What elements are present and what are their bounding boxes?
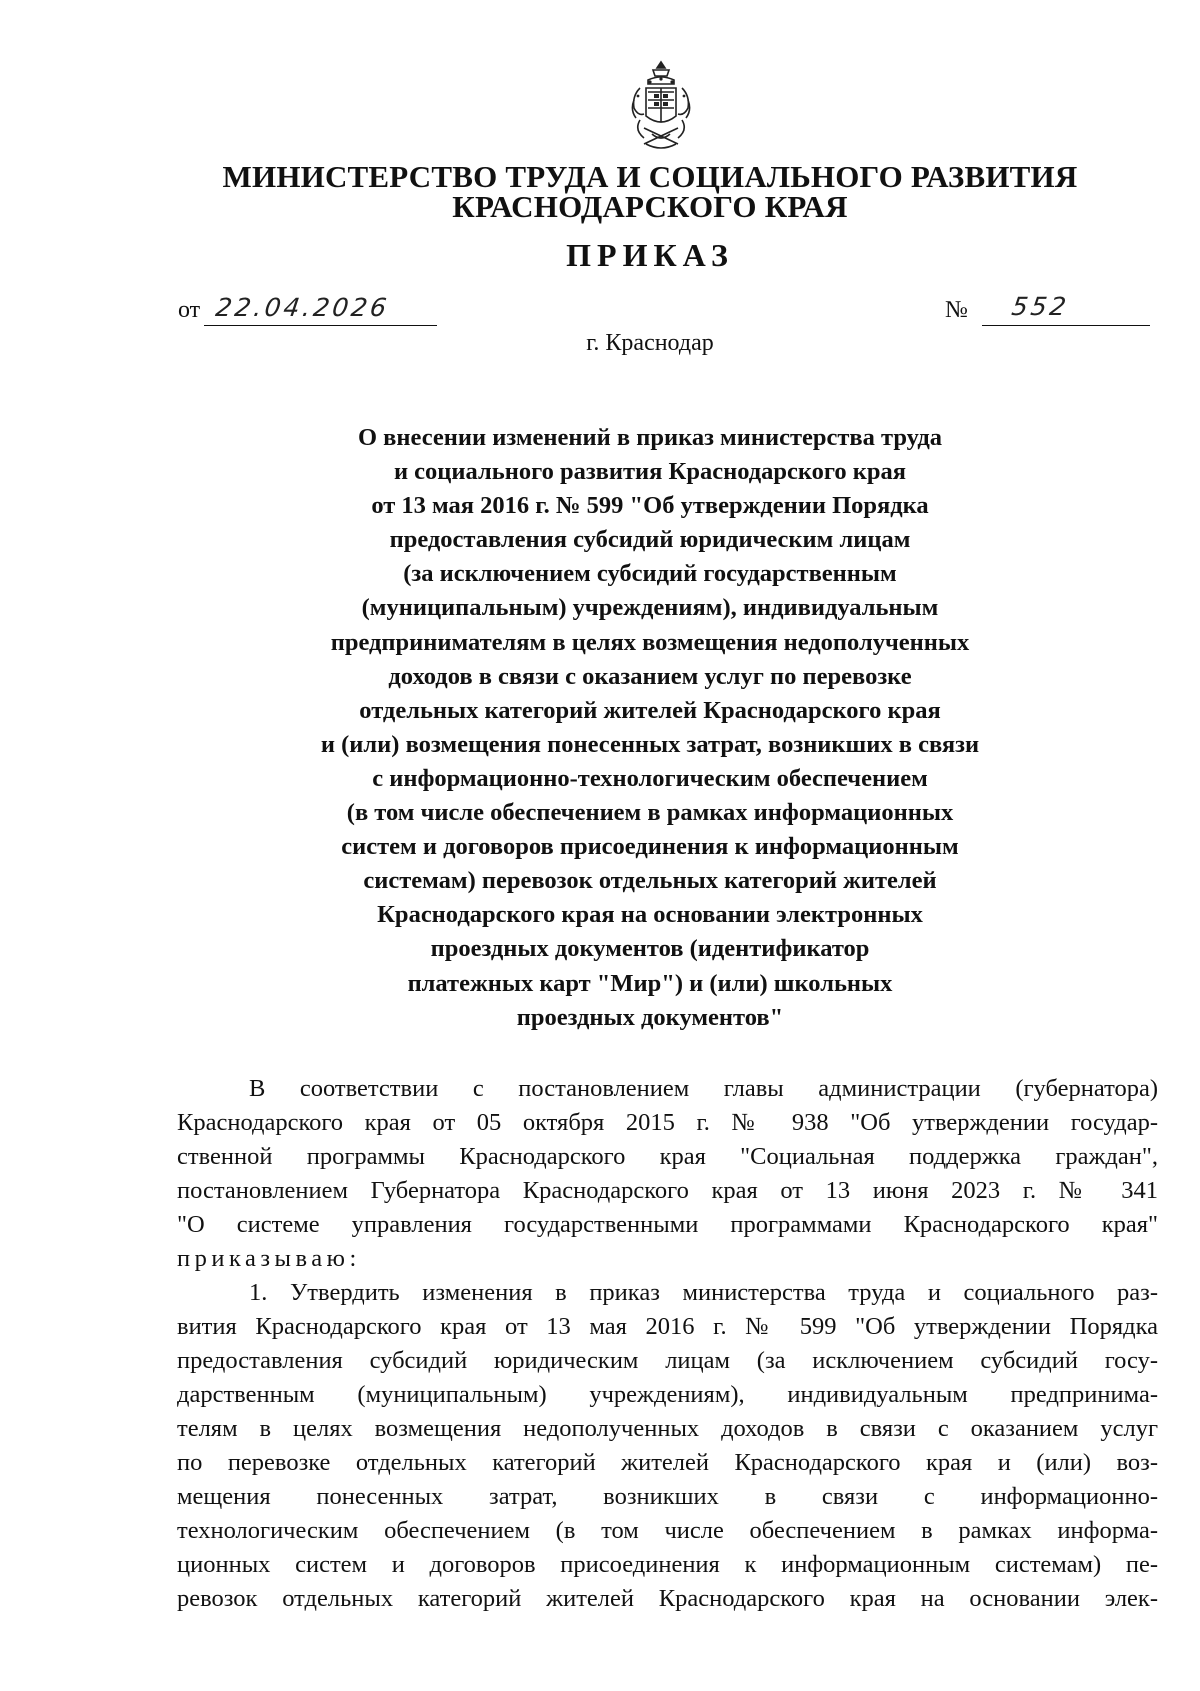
body-line: В соответствии с постановлением главы администрации (губернатора): [249, 1075, 1158, 1102]
date-label: от: [178, 297, 201, 323]
ministry-name-line-1: МИНИСТЕРСТВО ТРУДА И СОЦИАЛЬНОГО РАЗВИТИЯ: [222, 159, 1078, 194]
order-subject-title: [230, 421, 1070, 1035]
subject-line: предоставления субсидий юридическим лицам: [389, 526, 911, 554]
body-line: ционных систем и договоров присоединения к информационным системам) пе-: [177, 1551, 1158, 1578]
subject-line: и (или) возмещения понесенных затрат, возникших в связи: [320, 730, 980, 758]
subject-line: предпринимателям в целях возмещения недополученных: [330, 628, 970, 656]
subject-line: от 13 мая 2016 г. № 599 "Об утверждении Порядка: [371, 492, 929, 520]
date-handwritten-value: 22.04.2026: [213, 293, 392, 322]
subject-line: проездных документов": [516, 1003, 784, 1031]
subject-line: и социального развития Краснодарского края: [393, 458, 907, 486]
body-line: вития Краснодарского края от 13 мая 2016 г. № 599 "Об утверждении Порядка: [177, 1313, 1158, 1340]
subject-line: (за исключением субсидий государственным: [403, 560, 897, 588]
body-line: ревозок отдельных категорий жителей Краснодарского края на основании элек-: [177, 1585, 1158, 1612]
ministry-name-line-2: КРАСНОДАРСКОГО КРАЯ: [452, 189, 848, 224]
number-label: №: [945, 297, 968, 323]
body-line-order-word: приказываю:: [177, 1245, 361, 1272]
subject-line: Краснодарского края на основании электронных: [377, 901, 923, 929]
body-line: "О системе управления государственными программами Краснодарского края": [177, 1211, 1158, 1238]
body-line: предоставления субсидий юридическим лицам (за исключением субсидий госу-: [177, 1347, 1158, 1374]
subject-line: О внесении изменений в приказ министерства труда: [358, 424, 942, 451]
subject-line: доходов в связи с оказанием услуг по перевозке: [388, 662, 912, 690]
subject-line: системам) перевозок отдельных категорий жителей: [363, 867, 937, 895]
body-line: Краснодарского края от 05 октября 2015 г. № 938 "Об утверждении государ-: [177, 1109, 1158, 1136]
coat-of-arms-emblem: [626, 58, 696, 154]
body-line: технологическим обеспечением (в том числе обеспечением в рамках информа-: [177, 1517, 1158, 1544]
body-line: телям в целях возмещения недополученных доходов в связи с оказанием услуг: [177, 1415, 1158, 1442]
date-underline: [204, 325, 437, 326]
subject-line: отдельных категорий жителей Краснодарского края: [359, 696, 941, 724]
subject-line: (в том числе обеспечением в рамках информационных: [346, 799, 954, 827]
number-underline: [982, 325, 1150, 326]
body-line: дарственным (муниципальным) учреждениям), индивидуальным предпринима-: [177, 1381, 1158, 1408]
subject-line: проездных документов (идентификатор: [430, 935, 870, 963]
subject-line: платежных карт "Мир") и (или) школьных: [407, 969, 893, 997]
subject-line: с информационно-технологическим обеспечением: [372, 764, 928, 792]
order-body-text: [177, 1072, 1158, 1616]
number-handwritten-value: 552: [1009, 292, 1071, 321]
body-line: ственной программы Краснодарского края "Социальная поддержка граждан",: [177, 1143, 1158, 1170]
city-line: г. Краснодар: [586, 330, 714, 356]
subject-line: систем и договоров присоединения к информационным: [341, 833, 959, 861]
body-line: по перевозке отдельных категорий жителей Краснодарского края и (или) воз-: [177, 1449, 1158, 1476]
body-line: мещения понесенных затрат, возникших в связи с информационно-: [177, 1483, 1158, 1510]
body-line: 1. Утвердить изменения в приказ министерства труда и социального раз-: [249, 1279, 1158, 1306]
document-type-title: ПРИКАЗ: [566, 237, 734, 273]
body-line: постановлением Губернатора Краснодарского края от 13 июня 2023 г. № 341: [177, 1177, 1158, 1204]
subject-line: (муниципальным) учреждениям), индивидуальным: [361, 594, 939, 622]
